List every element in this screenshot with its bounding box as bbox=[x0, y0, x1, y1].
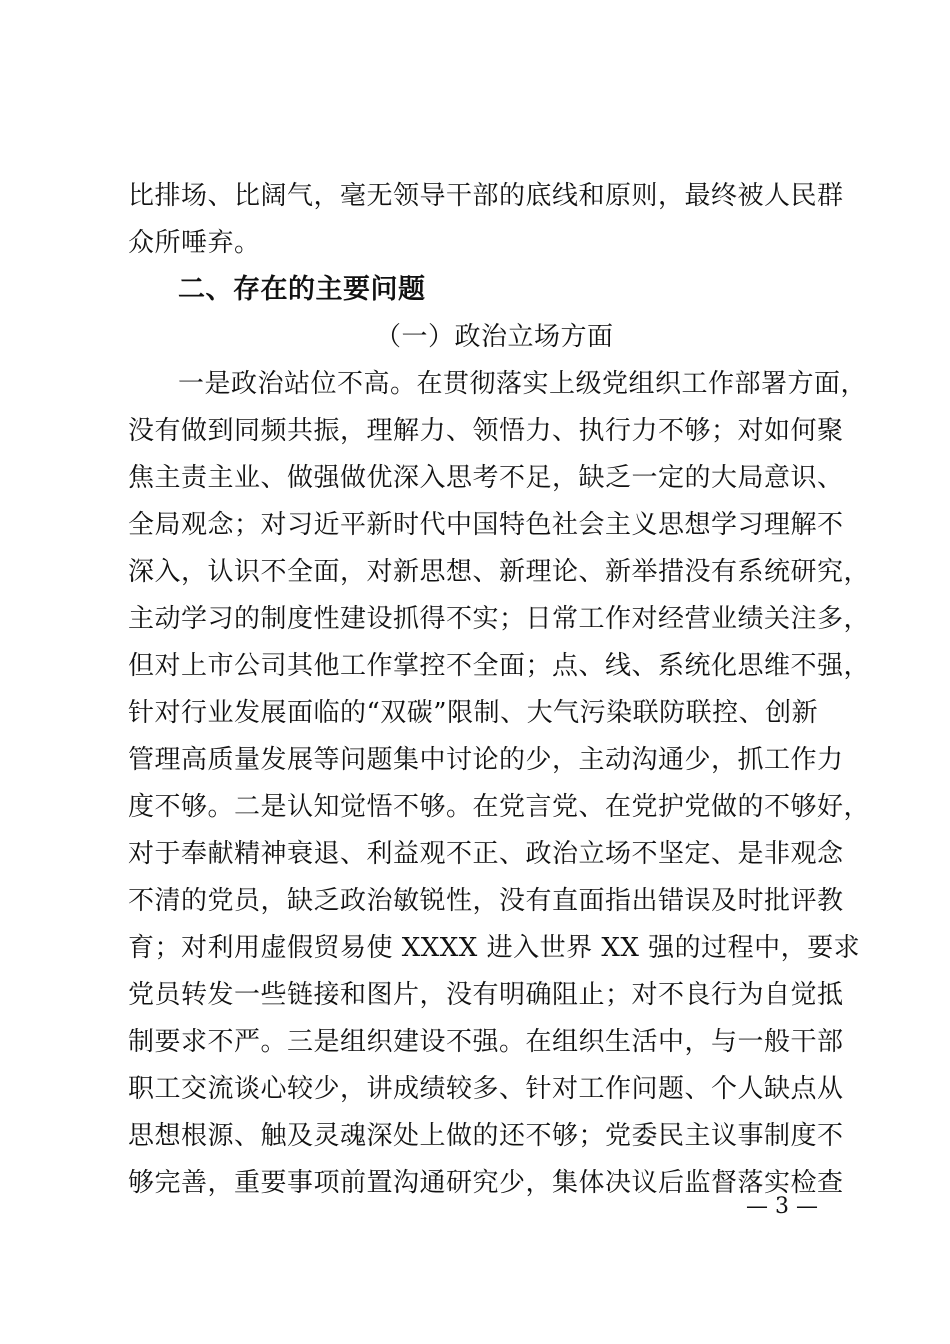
paragraph-line-7: 但对上市公司其他工作掌控不全面；点、线、系统化思维不强， bbox=[128, 651, 871, 681]
paragraph-line-10: 度不够。二是认知觉悟不够。在党言党、在党护党做的不够好， bbox=[128, 792, 871, 822]
page-number: — 3 — bbox=[746, 1194, 818, 1219]
paragraph-line-6: 主动学习的制度性建设抓得不实；日常工作对经营业绩关注多， bbox=[128, 604, 871, 634]
paragraph-line-18: 够完善，重要事项前置沟通研究少，集体决议后监督落实检查 bbox=[128, 1168, 844, 1198]
paragraph-line-16: 职工交流谈心较少，讲成绩较多、针对工作问题、个人缺点从 bbox=[128, 1074, 844, 1104]
paragraph-line-13: 育；对利用虚假贸易使 XXXX 进入世界 XX 强的过程中，要求 bbox=[128, 933, 861, 963]
paragraph-line-2: 没有做到同频共振，理解力、领悟力、执行力不够；对如何聚 bbox=[128, 416, 844, 446]
paragraph-line-9: 管理高质量发展等问题集中讨论的少，主动沟通少，抓工作力 bbox=[128, 745, 844, 775]
paragraph-line-11: 对于奉献精神衰退、利益观不正、政治立场不坚定、是非观念 bbox=[128, 839, 844, 869]
paragraph-line-12: 不清的党员，缺乏政治敏锐性，没有直面指出错误及时批评教 bbox=[128, 886, 844, 916]
paragraph-line-8: 针对行业发展面临的“双碳”限制、大气污染联防联控、创新 bbox=[128, 698, 819, 728]
paragraph-line-4: 全局观念；对习近平新时代中国特色社会主义思想学习理解不 bbox=[128, 510, 844, 540]
paragraph-line-5: 深入，认识不全面，对新思想、新理论、新举措没有系统研究， bbox=[128, 557, 871, 587]
paragraph-line-14: 党员转发一些链接和图片，没有明确阻止；对不良行为自觉抵 bbox=[128, 980, 844, 1010]
paragraph-line-17: 思想根源、触及灵魂深处上做的还不够；党委民主议事制度不 bbox=[128, 1121, 844, 1151]
paragraph-line-3: 焦主责主业、做强做优深入思考不足，缺乏一定的大局意识、 bbox=[128, 463, 844, 493]
paragraph-line-1: 一是政治站位不高。在贯彻落实上级党组织工作部署方面， bbox=[178, 369, 868, 399]
section-heading: 二、存在的主要问题 bbox=[178, 274, 426, 305]
continuation-line-1: 比排场、比阔气，毫无领导干部的底线和原则，最终被人民群 bbox=[128, 181, 844, 211]
paragraph-line-15: 制要求不严。三是组织建设不强。在组织生活中，与一般干部 bbox=[128, 1027, 844, 1057]
subsection-heading: （一）政治立场方面 bbox=[375, 322, 614, 352]
continuation-line-2: 众所唾弃。 bbox=[128, 228, 261, 258]
